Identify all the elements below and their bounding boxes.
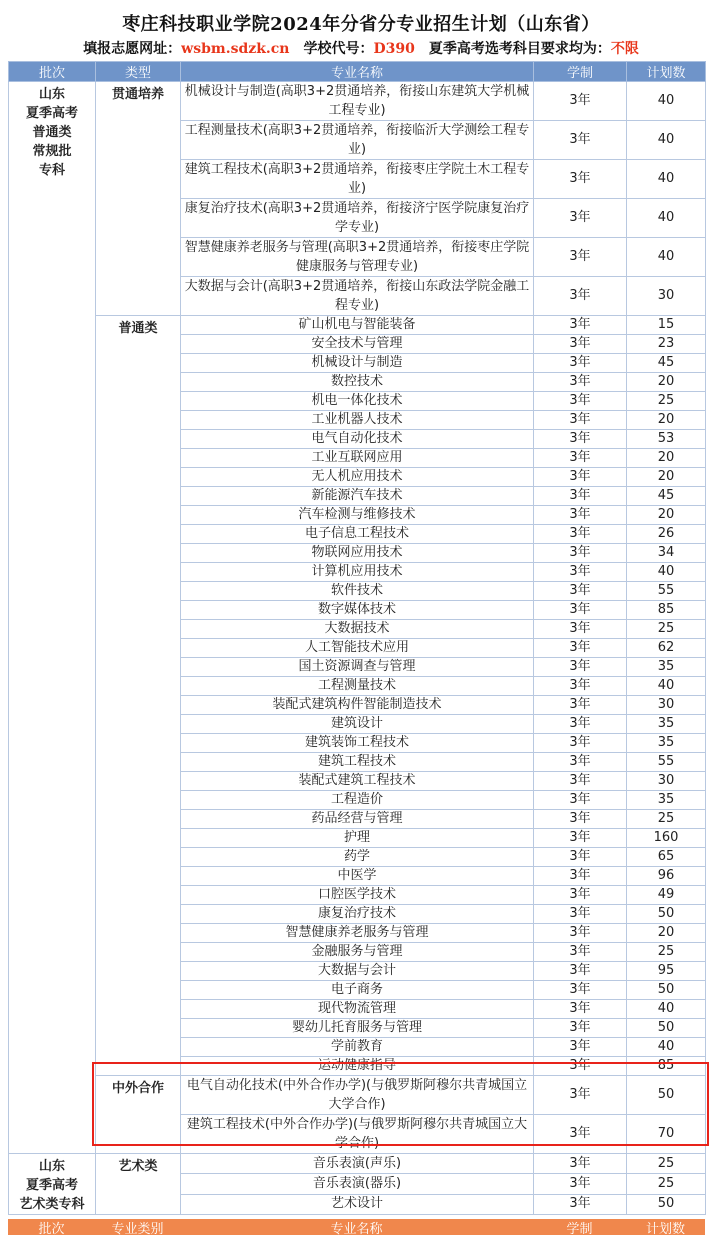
header-years: 学制 [534, 62, 627, 82]
footer-header-count: 计划数 [645, 1222, 685, 1235]
count-cell: 40 [627, 160, 706, 199]
years-cell: 3年 [534, 1019, 627, 1038]
years-cell: 3年 [534, 238, 627, 277]
years-cell: 3年 [534, 620, 627, 639]
count-cell: 50 [627, 981, 706, 1000]
count-cell: 35 [627, 658, 706, 677]
years-cell: 3年 [534, 867, 627, 886]
major-name-cell: 矿山机电与智能装备 [181, 316, 534, 335]
major-name-cell: 学前教育 [181, 1038, 534, 1057]
major-name-cell: 工程造价 [181, 791, 534, 810]
years-cell: 3年 [534, 160, 627, 199]
major-name-cell: 新能源汽车技术 [181, 487, 534, 506]
count-cell: 20 [627, 373, 706, 392]
batch-cell-summer-art: 山东 夏季高考 艺术类专科 [9, 1154, 96, 1215]
major-name-cell: 药学 [181, 848, 534, 867]
count-cell: 40 [627, 238, 706, 277]
count-cell: 35 [627, 791, 706, 810]
major-name-cell: 金融服务与管理 [181, 943, 534, 962]
count-cell: 25 [627, 620, 706, 639]
type-cell: 贯通培养 [96, 82, 181, 316]
years-cell: 3年 [534, 791, 627, 810]
years-cell: 3年 [534, 335, 627, 354]
years-cell: 3年 [534, 468, 627, 487]
years-cell: 3年 [534, 886, 627, 905]
header-major: 专业名称 [181, 62, 534, 82]
major-name-cell: 软件技术 [181, 582, 534, 601]
years-cell: 3年 [534, 1076, 627, 1115]
years-cell: 3年 [534, 354, 627, 373]
years-cell: 3年 [534, 1174, 627, 1194]
count-cell: 50 [627, 1076, 706, 1115]
years-cell: 3年 [534, 753, 627, 772]
major-name-cell: 国土资源调查与管理 [181, 658, 534, 677]
count-cell: 40 [627, 1038, 706, 1057]
major-name-cell: 电子商务 [181, 981, 534, 1000]
years-cell: 3年 [534, 121, 627, 160]
count-cell: 35 [627, 715, 706, 734]
count-cell: 30 [627, 277, 706, 316]
count-cell: 23 [627, 335, 706, 354]
years-cell: 3年 [534, 411, 627, 430]
footer-header-years: 学制 [566, 1222, 593, 1235]
major-name-cell: 人工智能技术应用 [181, 639, 534, 658]
years-cell: 3年 [534, 392, 627, 411]
years-cell: 3年 [534, 810, 627, 829]
footer-header-batch: 批次 [38, 1222, 65, 1235]
page-subtitle [0, 38, 722, 58]
years-cell: 3年 [534, 373, 627, 392]
count-cell: 25 [627, 810, 706, 829]
count-cell: 35 [627, 734, 706, 753]
table-row [9, 316, 706, 335]
count-cell: 25 [627, 1174, 706, 1194]
years-cell: 3年 [534, 943, 627, 962]
count-cell: 40 [627, 82, 706, 121]
major-name-cell: 无人机应用技术 [181, 468, 534, 487]
enrollment-plan-table [8, 61, 706, 1215]
major-name-cell: 电气自动化技术(中外合作办学)(与俄罗斯阿穆尔共青城国立大学合作) [181, 1076, 534, 1115]
years-cell: 3年 [534, 1115, 627, 1154]
major-name-cell: 汽车检测与维修技术 [181, 506, 534, 525]
count-cell: 20 [627, 468, 706, 487]
subject-requirement-value: 不限 [610, 41, 639, 57]
count-cell: 50 [627, 905, 706, 924]
years-cell: 3年 [534, 601, 627, 620]
count-cell: 40 [627, 121, 706, 160]
count-cell: 34 [627, 544, 706, 563]
major-name-cell: 工业机器人技术 [181, 411, 534, 430]
major-name-cell: 安全技术与管理 [181, 335, 534, 354]
years-cell: 3年 [534, 1154, 627, 1174]
years-cell: 3年 [534, 658, 627, 677]
count-cell: 49 [627, 886, 706, 905]
major-name-cell: 大数据技术 [181, 620, 534, 639]
major-name-cell: 大数据与会计(高职3+2贯通培养，衔接山东政法学院金融工程专业) [181, 277, 534, 316]
footer-header-bar [8, 1219, 705, 1235]
major-name-cell: 音乐表演(器乐) [181, 1174, 534, 1194]
years-cell: 3年 [534, 277, 627, 316]
count-cell: 45 [627, 354, 706, 373]
major-name-cell: 装配式建筑工程技术 [181, 772, 534, 791]
count-cell: 62 [627, 639, 706, 658]
major-name-cell: 建筑装饰工程技术 [181, 734, 534, 753]
major-name-cell: 口腔医学技术 [181, 886, 534, 905]
count-cell: 20 [627, 449, 706, 468]
footer-header-major: 专业名称 [330, 1222, 383, 1235]
count-cell: 53 [627, 430, 706, 449]
major-name-cell: 机械设计与制造 [181, 354, 534, 373]
years-cell: 3年 [534, 639, 627, 658]
count-cell: 15 [627, 316, 706, 335]
years-cell: 3年 [534, 829, 627, 848]
years-cell: 3年 [534, 563, 627, 582]
years-cell: 3年 [534, 544, 627, 563]
major-name-cell: 电气自动化技术 [181, 430, 534, 449]
count-cell: 25 [627, 1154, 706, 1174]
count-cell: 40 [627, 199, 706, 238]
major-name-cell: 运动健康指导 [181, 1057, 534, 1076]
major-name-cell: 现代物流管理 [181, 1000, 534, 1019]
count-cell: 25 [627, 943, 706, 962]
major-name-cell: 工程测量技术 [181, 677, 534, 696]
count-cell: 20 [627, 506, 706, 525]
count-cell: 95 [627, 962, 706, 981]
count-cell: 20 [627, 924, 706, 943]
major-name-cell: 中医学 [181, 867, 534, 886]
years-cell: 3年 [534, 677, 627, 696]
years-cell: 3年 [534, 962, 627, 981]
table-header-row [9, 62, 706, 82]
count-cell: 20 [627, 411, 706, 430]
count-cell: 70 [627, 1115, 706, 1154]
years-cell: 3年 [534, 1000, 627, 1019]
years-cell: 3年 [534, 734, 627, 753]
header-batch: 批次 [9, 62, 96, 82]
count-cell: 30 [627, 772, 706, 791]
years-cell: 3年 [534, 316, 627, 335]
major-name-cell: 智慧健康养老服务与管理(高职3+2贯通培养，衔接枣庄学院健康服务与管理专业) [181, 238, 534, 277]
count-cell: 50 [627, 1194, 706, 1214]
years-cell: 3年 [534, 82, 627, 121]
type-cell: 中外合作 [96, 1076, 181, 1154]
major-name-cell: 康复治疗技术 [181, 905, 534, 924]
site-value[interactable]: wsbm.sdzk.cn [181, 41, 290, 57]
count-cell: 65 [627, 848, 706, 867]
major-name-cell: 药品经营与管理 [181, 810, 534, 829]
type-cell: 普通类 [96, 316, 181, 1076]
years-cell: 3年 [534, 525, 627, 544]
header-type: 类型 [96, 62, 181, 82]
count-cell: 96 [627, 867, 706, 886]
major-name-cell: 计算机应用技术 [181, 563, 534, 582]
years-cell: 3年 [534, 487, 627, 506]
count-cell: 85 [627, 601, 706, 620]
major-name-cell: 建筑设计 [181, 715, 534, 734]
major-name-cell: 智慧健康养老服务与管理 [181, 924, 534, 943]
count-cell: 40 [627, 563, 706, 582]
count-cell: 50 [627, 1019, 706, 1038]
major-name-cell: 艺术设计 [181, 1194, 534, 1214]
count-cell: 40 [627, 677, 706, 696]
major-name-cell: 音乐表演(声乐) [181, 1154, 534, 1174]
count-cell: 40 [627, 1000, 706, 1019]
major-name-cell: 机械设计与制造(高职3+2贯通培养，衔接山东建筑大学机械工程专业) [181, 82, 534, 121]
years-cell: 3年 [534, 582, 627, 601]
major-name-cell: 工业互联网应用 [181, 449, 534, 468]
years-cell: 3年 [534, 848, 627, 867]
school-code-label: 学校代号： [303, 41, 374, 57]
years-cell: 3年 [534, 1057, 627, 1076]
years-cell: 3年 [534, 1194, 627, 1214]
count-cell: 85 [627, 1057, 706, 1076]
count-cell: 25 [627, 392, 706, 411]
major-name-cell: 护理 [181, 829, 534, 848]
major-name-cell: 建筑工程技术 [181, 753, 534, 772]
years-cell: 3年 [534, 981, 627, 1000]
years-cell: 3年 [534, 696, 627, 715]
table-row [9, 82, 706, 121]
years-cell: 3年 [534, 1038, 627, 1057]
major-name-cell: 装配式建筑构件智能制造技术 [181, 696, 534, 715]
major-name-cell: 大数据与会计 [181, 962, 534, 981]
years-cell: 3年 [534, 924, 627, 943]
site-label: 填报志愿网址： [83, 41, 182, 57]
major-name-cell: 建筑工程技术(中外合作办学)(与俄罗斯阿穆尔共青城国立大学合作) [181, 1115, 534, 1154]
years-cell: 3年 [534, 905, 627, 924]
major-name-cell: 数字媒体技术 [181, 601, 534, 620]
count-cell: 30 [627, 696, 706, 715]
years-cell: 3年 [534, 715, 627, 734]
major-name-cell: 建筑工程技术(高职3+2贯通培养，衔接枣庄学院土木工程专业) [181, 160, 534, 199]
years-cell: 3年 [534, 506, 627, 525]
major-name-cell: 物联网应用技术 [181, 544, 534, 563]
footer-header-category: 专业类别 [111, 1222, 164, 1235]
page-title: 枣庄科技职业学院2024年分省分专业招生计划（山东省） [122, 14, 600, 35]
years-cell: 3年 [534, 449, 627, 468]
batch-cell-summer-regular: 山东 夏季高考 普通类 常规批 专科 [9, 82, 96, 1154]
years-cell: 3年 [534, 430, 627, 449]
subject-requirement-label: 夏季高考选考科目要求均为： [428, 41, 611, 57]
major-name-cell: 婴幼儿托育服务与管理 [181, 1019, 534, 1038]
major-name-cell: 工程测量技术(高职3+2贯通培养，衔接临沂大学测绘工程专业) [181, 121, 534, 160]
count-cell: 45 [627, 487, 706, 506]
major-name-cell: 机电一体化技术 [181, 392, 534, 411]
count-cell: 26 [627, 525, 706, 544]
school-code-value: D390 [373, 41, 415, 57]
major-name-cell: 数控技术 [181, 373, 534, 392]
count-cell: 55 [627, 582, 706, 601]
table-row [9, 1154, 706, 1174]
years-cell: 3年 [534, 199, 627, 238]
type-cell: 艺术类 [96, 1154, 181, 1215]
table-row [9, 1076, 706, 1115]
major-name-cell: 电子信息工程技术 [181, 525, 534, 544]
count-cell: 160 [627, 829, 706, 848]
major-name-cell: 康复治疗技术(高职3+2贯通培养，衔接济宁医学院康复治疗学专业) [181, 199, 534, 238]
count-cell: 55 [627, 753, 706, 772]
header-count: 计划数 [627, 62, 706, 82]
years-cell: 3年 [534, 772, 627, 791]
